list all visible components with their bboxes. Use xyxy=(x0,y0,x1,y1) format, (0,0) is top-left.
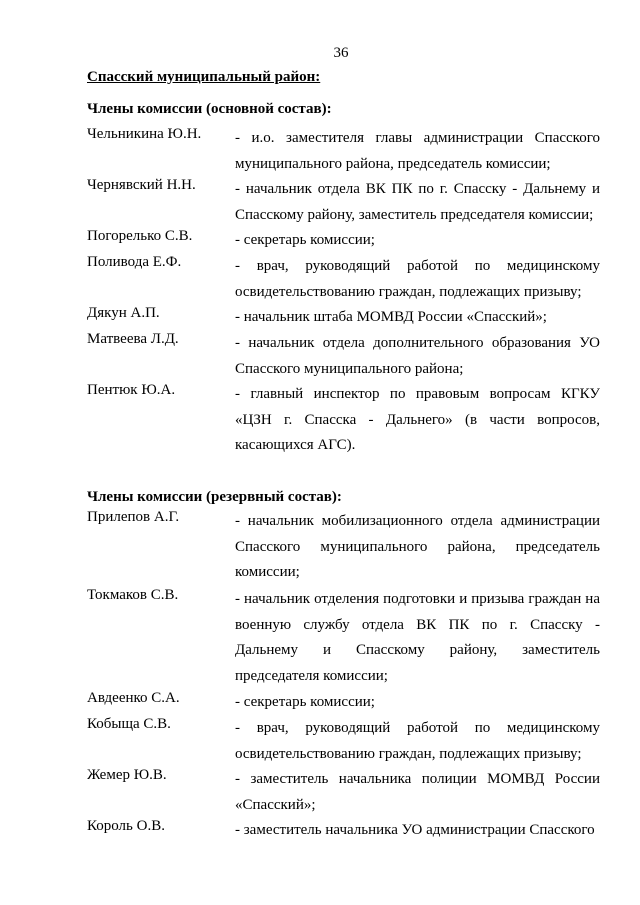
member-role xyxy=(235,126,600,177)
member-role xyxy=(235,587,600,689)
member-name: Король О.В. xyxy=(87,818,165,834)
member-role-line: освидетельствованию граждан, подлежащих призыву; xyxy=(235,745,582,762)
member-name: Дякун А.П. xyxy=(87,305,160,321)
member-role-line: - врач, руководящий работой по медицинскому xyxy=(235,258,600,274)
member-role-line: - врач, руководящий работой по медицинскому xyxy=(235,720,600,736)
member-role-line: Спасского муниципального района; xyxy=(235,360,464,377)
member-role-line: «Спасский»; xyxy=(235,796,316,813)
member-name: Прилепов А.Г. xyxy=(87,509,180,525)
member-name: Поливода Е.Ф. xyxy=(87,254,182,270)
member-role xyxy=(235,767,600,818)
member-role xyxy=(235,228,600,254)
member-role xyxy=(235,716,600,767)
member-name: Кобыща С.В. xyxy=(87,716,171,732)
member-role-line: Спасскому району, заместитель председателя комиссии; xyxy=(235,206,594,223)
district-title: Спасский муниципальный район: xyxy=(87,69,321,85)
member-role xyxy=(235,509,600,586)
member-role-line: председателя комиссии; xyxy=(235,667,388,684)
member-role-line: «ЦЗН г. Спасска - Дальнего» (в части вопросов, xyxy=(235,411,600,428)
member-role xyxy=(235,305,600,331)
member-name: Токмаков С.В. xyxy=(87,587,179,603)
member-role-line: - секретарь комиссии; xyxy=(235,232,375,248)
member-role xyxy=(235,382,600,459)
member-role-line: - главный инспектор по правовым вопросам КГКУ xyxy=(235,386,600,402)
reserve-composition-heading: Члены комиссии (резервный состав): xyxy=(87,489,342,505)
member-name: Жемер Ю.В. xyxy=(87,767,167,783)
member-role xyxy=(235,690,600,716)
member-name: Чельникина Ю.Н. xyxy=(87,126,202,142)
member-role-line: Спасского муниципального района, председатель xyxy=(235,538,600,555)
member-role-line: - и.о. заместителя главы администрации Спасского xyxy=(235,130,600,146)
member-role-line: Дальнему и Спасскому району, заместитель xyxy=(235,642,600,658)
member-name: Пентюк Ю.А. xyxy=(87,382,176,398)
member-name: Чернявский Н.Н. xyxy=(87,177,196,193)
member-role-line: - начальник отделения подготовки и призыва граждан на xyxy=(235,591,600,607)
member-role xyxy=(235,818,600,844)
member-role-line: - заместитель начальника полиции МОМВД России xyxy=(235,771,600,787)
member-role-line: - заместитель начальника УО администрации Спасского xyxy=(235,822,595,838)
member-role-line: - начальник мобилизационного отдела администрации xyxy=(235,513,600,529)
member-role-line: комиссии; xyxy=(235,564,300,580)
member-role-line: - секретарь комиссии; xyxy=(235,694,375,710)
member-role-line: - начальник отдела ВК ПК по г. Спасску - Дальнему и xyxy=(235,181,600,197)
member-role xyxy=(235,331,600,382)
main-composition-heading: Члены комиссии (основной состав): xyxy=(87,101,332,117)
member-name: Матвеева Л.Д. xyxy=(87,331,179,347)
member-role-line: касающихся АГС). xyxy=(235,437,356,453)
member-role xyxy=(235,177,600,228)
member-role-line: освидетельствованию граждан, подлежащих призыву; xyxy=(235,283,582,300)
page-number: 36 xyxy=(333,45,349,61)
member-role xyxy=(235,254,600,305)
member-role-line: - начальник штаба МОМВД России «Спасский»; xyxy=(235,309,547,325)
member-role-line: военную службу отдела ВК ПК по г. Спасску - xyxy=(235,616,600,633)
member-name: Погорелько С.В. xyxy=(87,228,193,244)
member-name: Авдеенко С.А. xyxy=(87,690,180,706)
member-role-line: муниципального района, председатель комиссии; xyxy=(235,155,551,172)
member-role-line: - начальник отдела дополнительного образования УО xyxy=(235,335,600,351)
